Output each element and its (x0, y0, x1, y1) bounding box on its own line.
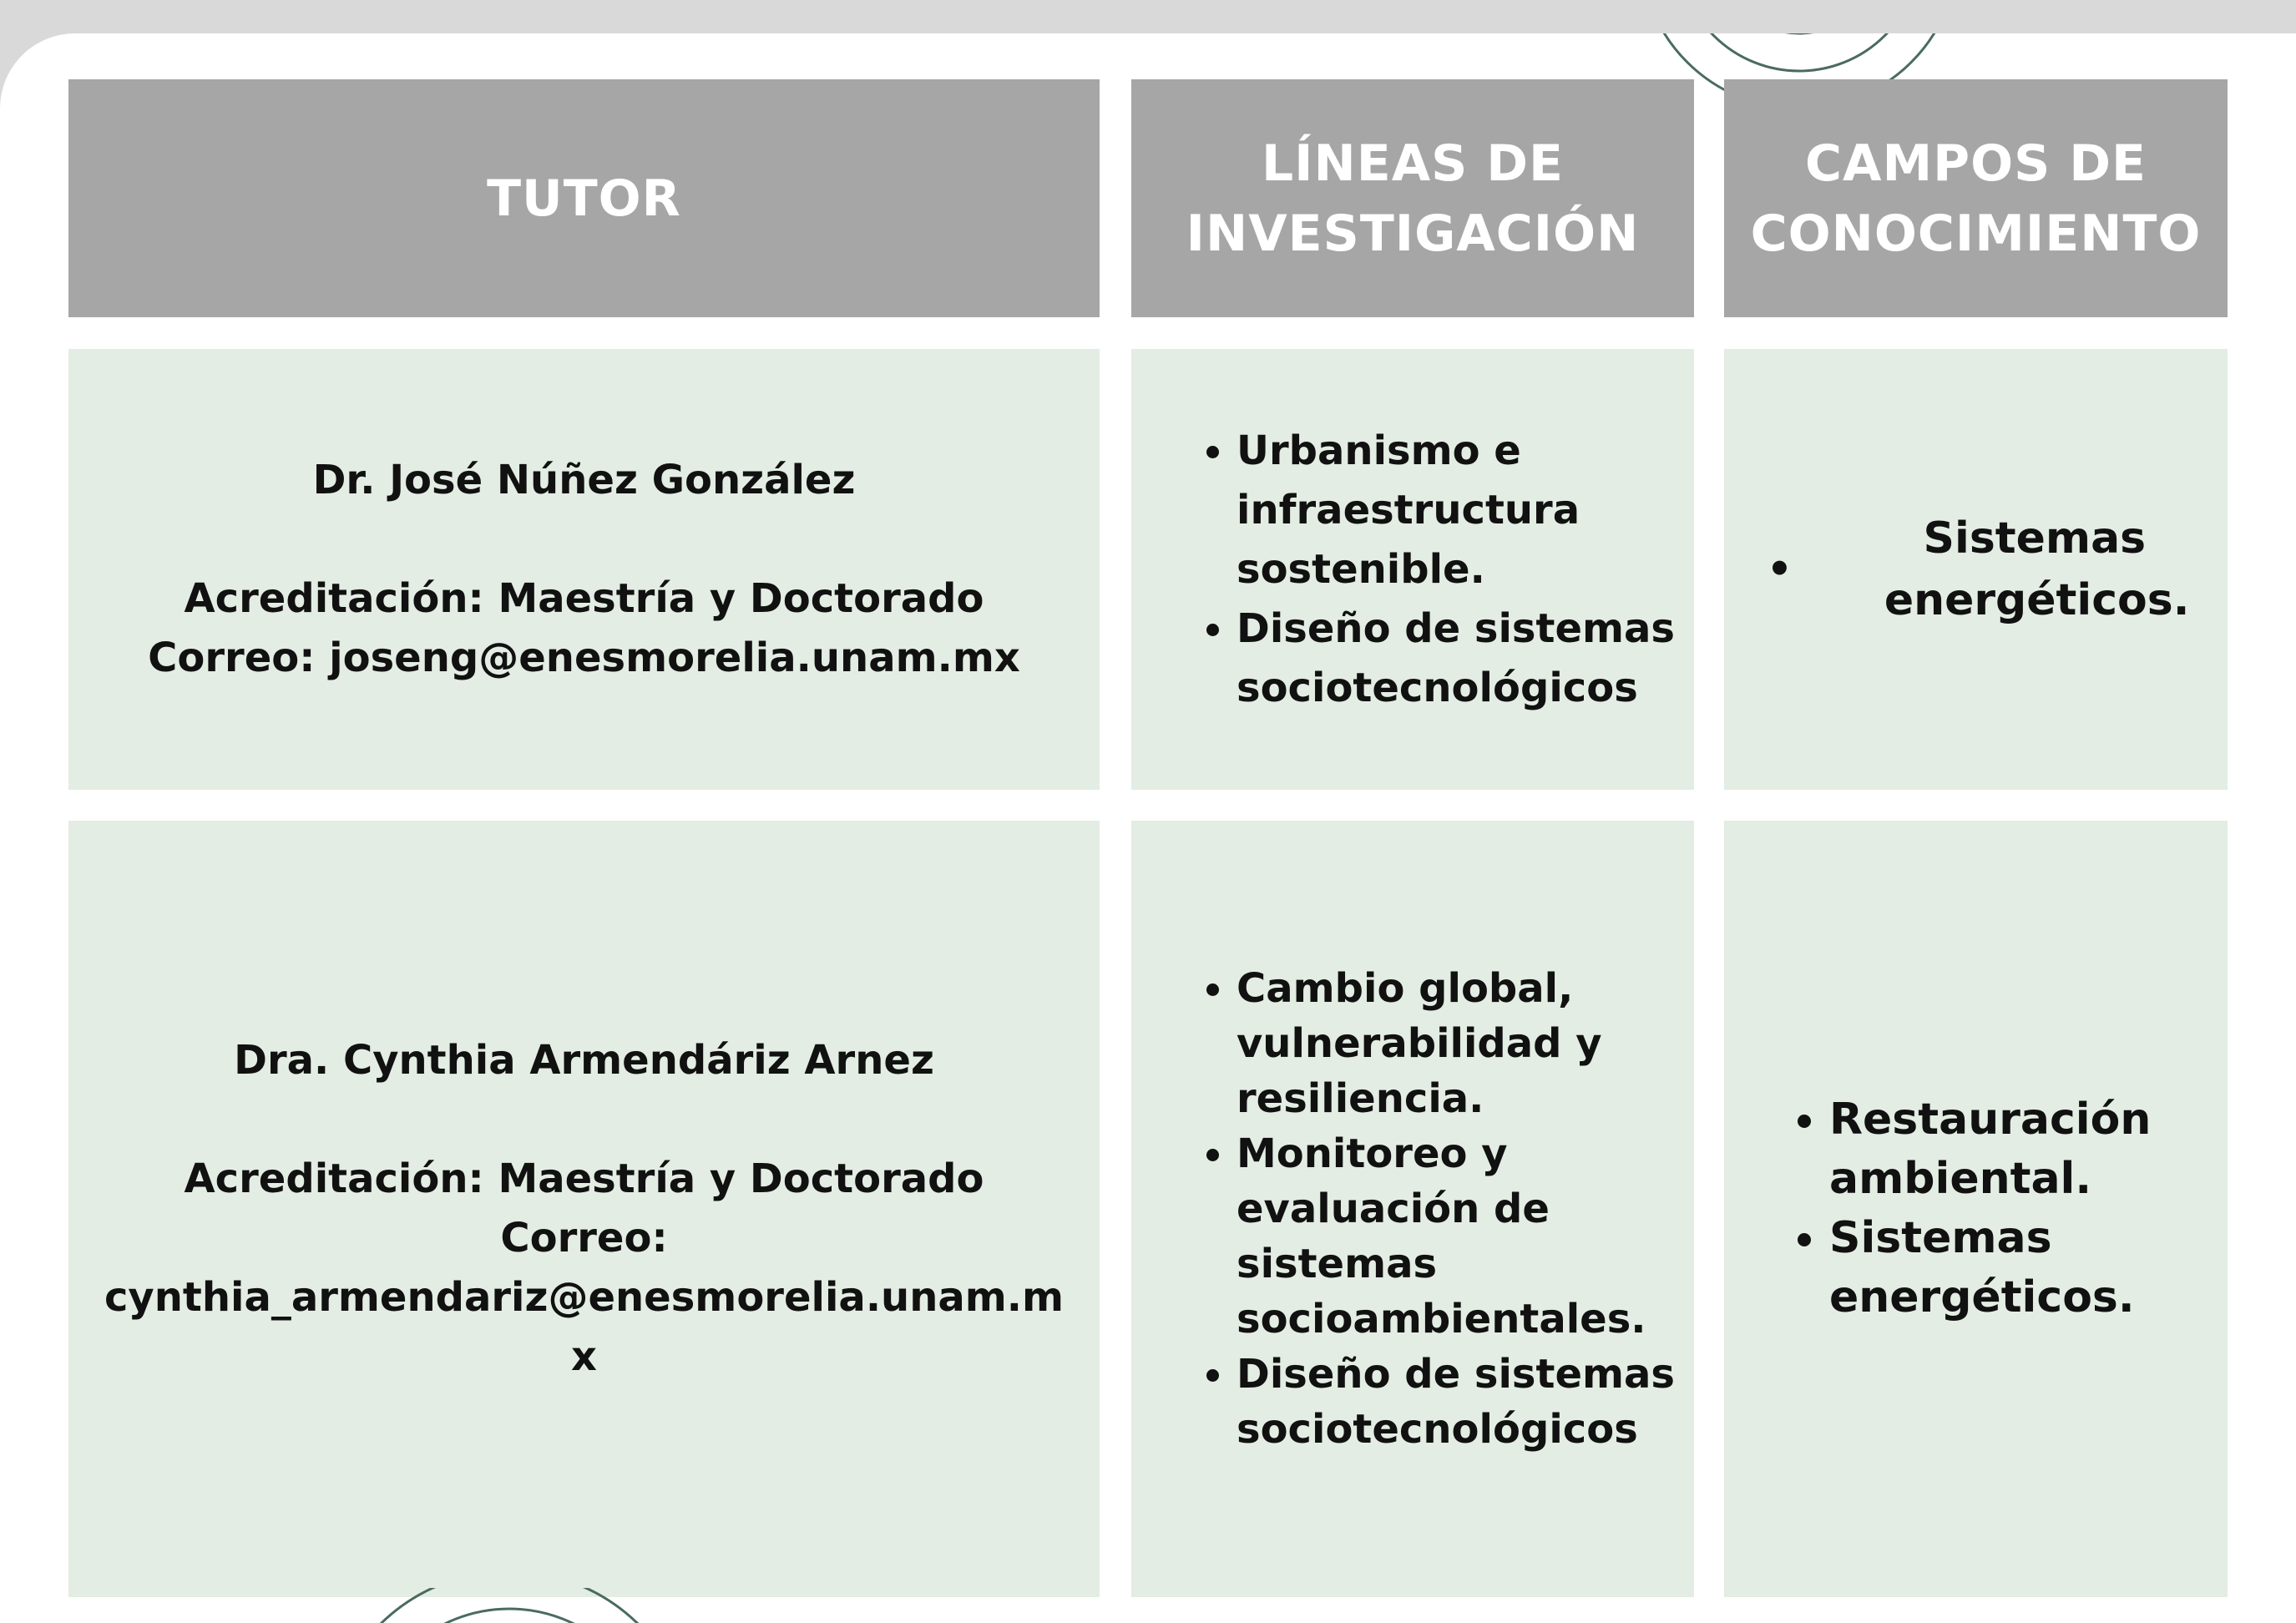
table-row-1-campos (1724, 349, 2228, 790)
list-item: Sistemas energéticos. (1884, 513, 2190, 625)
list-item: • Urbanismo e infraestructura sostenible. (1237, 422, 1677, 599)
campos-list (1724, 1090, 2228, 1327)
tutor-accreditation: Acreditación: Maestría y Doctorado (184, 575, 984, 622)
tutor-email-label: Correo: (500, 1215, 668, 1261)
table-row-1-lineas (1131, 349, 1694, 790)
table-row-2-campos (1724, 821, 2228, 1597)
header-campos-conocimiento (1724, 79, 2228, 317)
table-row-1-tutor (68, 349, 1100, 790)
header-campos-line1: CAMPOS DE (1804, 134, 2147, 193)
table-card (0, 33, 2296, 1623)
tutor-email: cynthia_armendariz@enesmorelia.unam.mx (104, 1274, 1065, 1380)
tutor-email: Correo: joseng@enesmorelia.unam.mx (148, 635, 1020, 681)
header-tutor-label: TUTOR (487, 169, 681, 228)
lineas-list (1131, 961, 1694, 1457)
list-item: • Diseño de sistemas sociotecnológicos (1237, 1347, 1677, 1457)
lineas-list (1131, 422, 1694, 718)
header-lineas-line2: INVESTIGACIÓN (1186, 204, 1640, 263)
tutor-name: Dra. Cynthia Armendáriz Arnez (234, 1037, 934, 1084)
tutor-accreditation: Acreditación: Maestría y Doctorado (184, 1155, 984, 1202)
bullet-icon: • (1767, 546, 1793, 593)
list-item: • Sistemas energéticos. (1829, 1209, 2211, 1327)
list-item: • Restauración ambiental. (1829, 1090, 2211, 1209)
table-row-2-tutor (68, 821, 1100, 1597)
list-item: • Monitoreo y evaluación de sistemas socioambientales. (1237, 1126, 1677, 1347)
list-item: • Diseño de sistemas sociotecnológicos (1237, 599, 1677, 718)
header-lineas-line1: LÍNEAS DE (1261, 134, 1565, 193)
header-tutor (68, 79, 1100, 317)
table-row-2-lineas (1131, 821, 1694, 1597)
list-item: • Cambio global, vulnerabilidad y resiliencia. (1237, 961, 1677, 1126)
header-lineas-investigacion (1131, 79, 1694, 317)
tutor-name: Dr. José Núñez González (312, 457, 856, 503)
header-campos-line2: CONOCIMIENTO (1750, 204, 2202, 263)
